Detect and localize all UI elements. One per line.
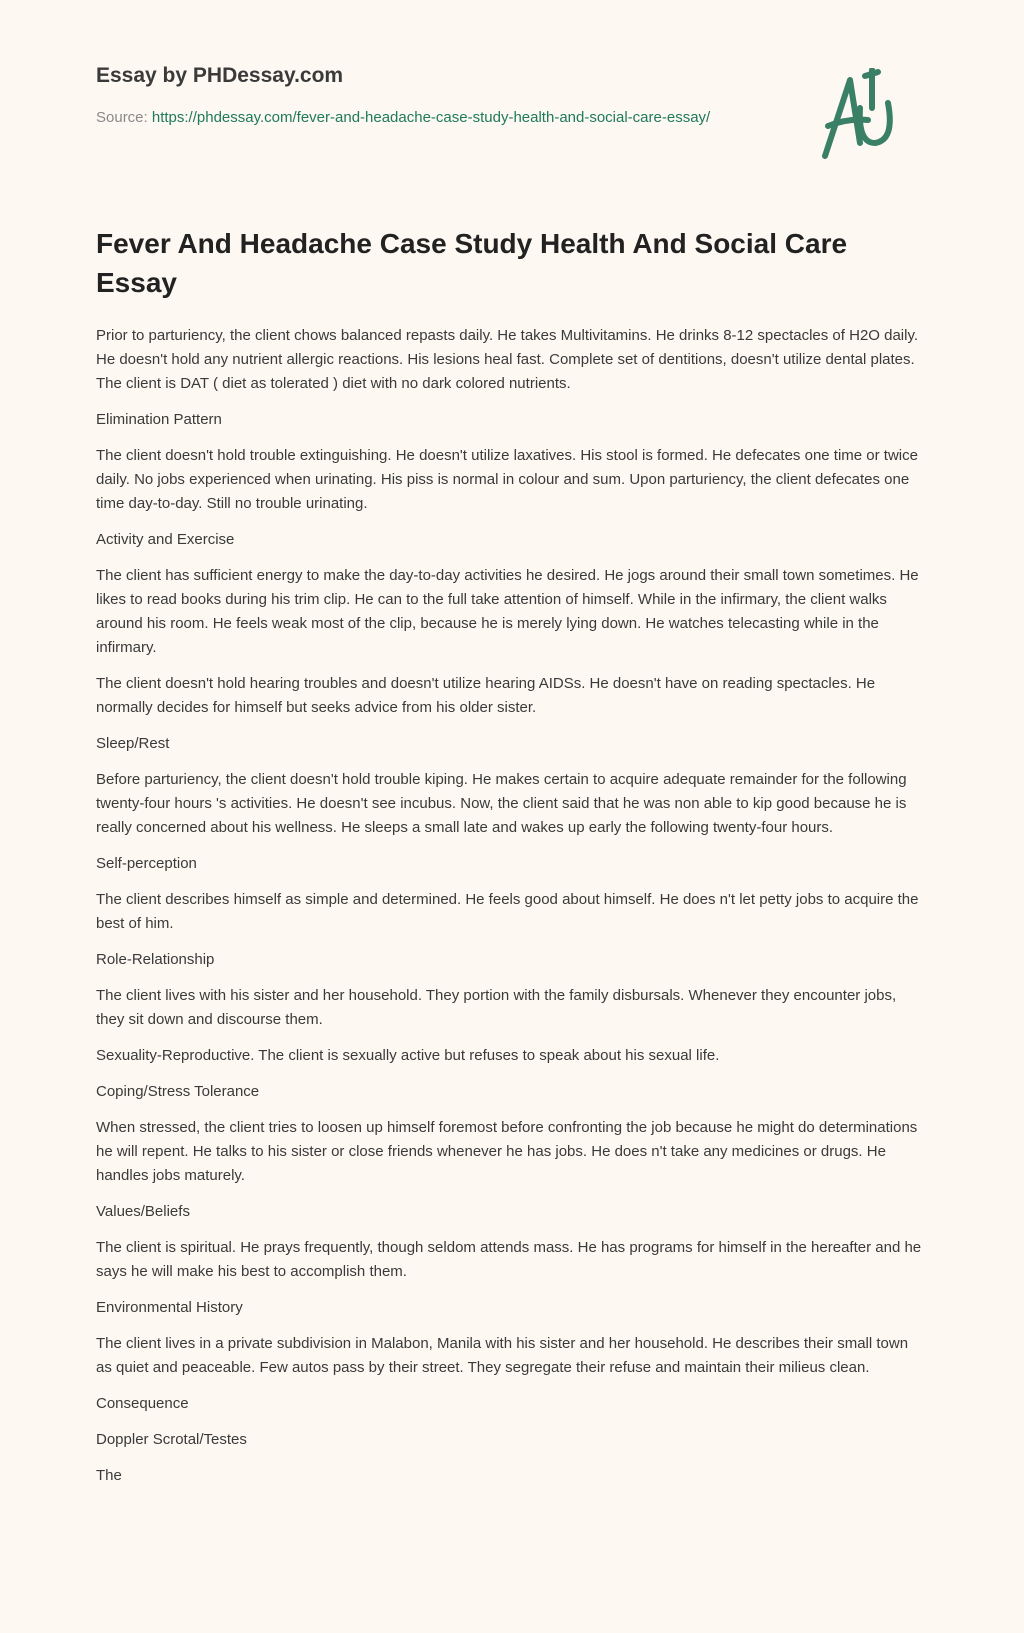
essay-paragraph: Self-perception: [96, 855, 197, 872]
essay-paragraph: Sleep/Rest: [96, 735, 170, 752]
essay-paragraph: When stressed, the client tries to loosen up himself foremost before confronting the job because he might do determinations he will repent. He talks to his sister or close friends whenever he has jobs. He does n't take any medicines or drugs. He handles jobs maturely.: [96, 1119, 918, 1184]
essay-paragraph: The: [96, 1467, 122, 1484]
source-label: Source:: [96, 109, 148, 126]
essay-paragraph: Values/Beliefs: [96, 1203, 190, 1220]
source-line: [96, 106, 756, 130]
site-title: Essay by PHDessay.com: [96, 64, 344, 87]
essay-paragraph: Sexuality-Reproductive. The client is sexually active but refuses to speak about his sexual life.: [96, 1047, 720, 1064]
essay-paragraph: Environmental History: [96, 1299, 243, 1316]
essay-paragraph: Role-Relationship: [96, 951, 215, 968]
essay-paragraph: Elimination Pattern: [96, 411, 222, 428]
essay-body: [96, 324, 926, 1488]
essay-paragraph: The client is spiritual. He prays frequently, though seldom attends mass. He has programs for himself in the hereafter and he says he will make his best to accomplish them.: [96, 1239, 922, 1280]
essay-paragraph: The client lives with his sister and her household. They portion with the family disbursals. Whenever they encounter jobs, they sit down and discourse them.: [96, 987, 897, 1028]
source-link[interactable]: https://phdessay.com/fever-and-headache-case-study-health-and-social-care-essay/: [151, 109, 711, 126]
essay-paragraph: Doppler Scrotal/Testes: [96, 1431, 247, 1448]
essay-paragraph: Before parturiency, the client doesn't hold trouble kiping. He makes certain to acquire adequate remainder for the following twenty-four hours 's activities. He doesn't see incubus. Now, the client said that he was non able to kip good because he is really concerned about his wellness. He sleeps a small late and wakes up early the following twenty-four hours.: [96, 771, 907, 836]
essay-paragraph: Prior to parturiency, the client chows balanced repasts daily. He takes Multivitamins. He drinks 8-12 spectacles of H2O daily. He doesn't hold any nutrient allergic reactions. His lesions heal fast. Complete set of dentitions, doesn't utilize dental plates. The client is DAT ( diet as tolerated ) diet with no dark colored nutrients.: [96, 327, 919, 392]
essay-paragraph: Coping/Stress Tolerance: [96, 1083, 260, 1100]
essay-title: Fever And Headache Case Study Health And Social Care Essay: [96, 228, 848, 298]
essay-paragraph: The client has sufficient energy to make the day-to-day activities he desired. He jogs around their small town sometimes. He likes to read books during his trim clip. He can to the full take attention of himself. While in the infirmary, the client walks around his room. He feels weak most of the clip, because he is merely lying down. He watches telecasting while in the infirmary.: [96, 567, 919, 656]
essay-paragraph: The client doesn't hold hearing troubles and doesn't utilize hearing AIDSs. He doesn't have on reading spectacles. He normally decides for himself but seeks advice from his older sister.: [96, 675, 876, 716]
essay-paragraph: The client lives in a private subdivision in Malabon, Manila with his sister and her household. He describes their small town as quiet and peaceable. Few autos pass by their street. They segregate their refuse and maintain their milieus clean.: [96, 1335, 909, 1376]
a-plus-logo-icon: [820, 68, 920, 163]
essay-paragraph: Activity and Exercise: [96, 531, 235, 548]
essay-paragraph: The client describes himself as simple and determined. He feels good about himself. He does n't let petty jobs to acquire the best of him.: [96, 891, 919, 932]
essay-content: [96, 224, 926, 1500]
essay-paragraph: The client doesn't hold trouble extinguishing. He doesn't utilize laxatives. His stool is formed. He defecates one time or twice daily. No jobs experienced when urinating. His piss is normal in colour and sum. Upon parturiency, the client defecates one time day-to-day. Still no trouble urinating.: [96, 447, 918, 512]
essay-paragraph: Consequence: [96, 1395, 189, 1412]
